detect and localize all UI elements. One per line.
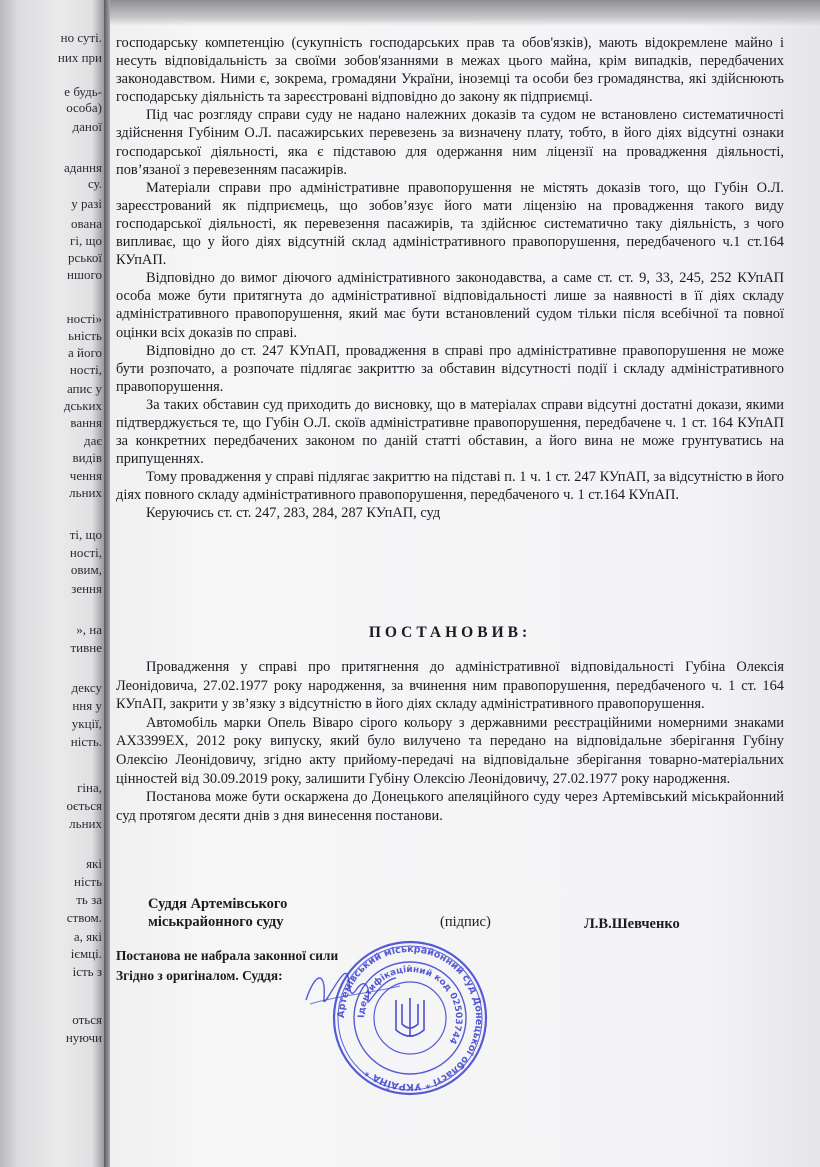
previous-page-line: льних — [69, 485, 102, 500]
previous-page-line: ість з — [72, 964, 102, 979]
previous-page-line: даної — [72, 119, 102, 134]
previous-page-line: а, які — [73, 929, 102, 944]
previous-page-line: ння у — [72, 698, 102, 713]
previous-page-line: ності, — [69, 545, 102, 560]
previous-page-line: які — [86, 856, 102, 871]
ruling-paragraph-3: Постанова може бути оскаржена до Донецького апеляційного суду через Артемівський міськрайонний суд протягом десяти днів з дня винесення постанови. — [116, 789, 784, 824]
previous-page-edge — [0, 0, 108, 1167]
previous-page-line: ть за — [76, 892, 102, 907]
previous-page-line: ність. — [70, 734, 102, 749]
previous-page-line: тивне — [70, 640, 102, 655]
body-paragraph-3: Матеріали справи про адміністративне правопорушення не містять доказів того, що Губін О.Л. зареєстрований як підприємець, що зобов’язує його мати ліцензію на провадження такого виду господарської діяльності, як перевезення пасажирів, та здійснює систематично таку діяльність, з чого випливає, що у його діях відсутній склад адміністративного правопорушення, передбаченого ч.1 ст.164 КУпАП. — [116, 179, 784, 269]
body-paragraph-8: Керуючись ст. ст. 247, 283, 284, 287 КУпАП, суд — [146, 505, 441, 522]
previous-page-line: но суті. — [60, 30, 102, 45]
previous-page-line: ншого — [67, 267, 102, 282]
judge-title-line2: міськрайонного суду — [148, 914, 284, 930]
previous-page-line: іємці. — [70, 946, 102, 961]
previous-page-line: а його — [68, 345, 102, 360]
body-paragraph-7: Тому провадження у справі підлягає закриттю на підставі п. 1 ч. 1 ст. 247 КУпАП, за відсутністю в його діях повного складу адміністративного правопорушення, передбаченого ч. 1 ст.164 КУпАП. — [116, 469, 784, 504]
page-fold-shadow — [104, 0, 110, 1167]
previous-page-line: адання — [63, 160, 102, 175]
previous-page-line: льних — [69, 816, 102, 831]
previous-page-line: ності» — [66, 311, 102, 326]
stamp-outer-text: Артемівський міськрайонний суд Донецької області * УКРАЇНА * — [335, 943, 485, 1093]
previous-page-line: гіна, — [77, 780, 102, 795]
previous-page-line: них при — [57, 50, 102, 65]
previous-page-line: чення — [69, 468, 102, 483]
previous-page-line: ством. — [66, 910, 102, 925]
body-paragraph-6: За таких обставин суд приходить до висновку, що в матеріалах справи відсутні достатні докази, якими підтверджується те, що Губін О.Л. скоїв адміністративне правопорушення, передбачене ч. 1 ст. 164 КУпАП за конкретних передбачених законом по даній статті обставин, а його вина не може грунтуватись на припущеннях. — [116, 396, 784, 468]
trident-emblem-icon — [396, 998, 424, 1036]
previous-page-line: укції, — [71, 716, 102, 731]
stamp-inner-text: Ідентифікаційний код 02503744 — [356, 964, 464, 1046]
body-paragraph-5: Відповідно до ст. 247 КУпАП, провадження в справі про адміністративне правопорушення не може бути розпочато, а розпочате підлягає закриттю за обставин відсутності події і складу адміністративного правопорушення. — [116, 342, 784, 395]
previous-page-line: ності, — [69, 362, 102, 377]
previous-page-line: нуючи — [65, 1030, 102, 1045]
judge-name: Л.В.Шевченко — [584, 916, 680, 932]
ruling-heading: ПОСТАНОВИВ: — [368, 624, 532, 641]
previous-page-line: гі, що — [70, 233, 102, 248]
previous-page-line: дексу — [71, 680, 102, 695]
previous-page-line: видів — [72, 450, 102, 465]
ruling-paragraph-2: Автомобіль марки Опель Віваро сірого кольору з державними реєстраційними номерними знаками АХ3399ЕХ, 2012 року випуску, який було вилучено та передано на відповідальне зберігання Губіну Олексію Леонідовичу, згідно акту прийому-передачі на відповідальне зберігання товарно-матеріальних цінностей від 30.09.2019 року, залишити Губіну Олексію Леонідовичу, 27.02.1977 року народження. — [116, 714, 784, 787]
previous-page-line: овим, — [70, 562, 102, 577]
court-seal-stamp — [330, 938, 490, 1098]
body-paragraph-1: господарську компетенцію (сукупність господарських прав та обов'язків), мають відокремлене майно і несуть відповідальність за своїми зобов'язаннями в межах цього майна, крім випадків, передбачених законодавством. Ними є, зокрема, громадяни України, іноземці та особи без громадянства, які здійснюють господарську діяльність та зареєстровані відповідно до закону як підприємці. — [116, 35, 784, 106]
previous-page-line: особа) — [66, 100, 102, 115]
previous-page-line: дає — [84, 433, 102, 448]
previous-page-line: оється — [66, 798, 102, 813]
previous-page-line: », на — [76, 622, 102, 637]
body-paragraph-4: Відповідно до вимог діючого адміністративного законодавства, а саме ст. ст. 9, 33, 245, 252 КУпАП особа може бути притягнута до адміністративної відповідальності лише за наявності в її діях складу адміністративного правопорушення, який має бути встановлений судом тільки після всебічної та повної оцінки всіх доказів по справі. — [116, 270, 784, 341]
previous-page-line: ті, що — [69, 527, 102, 542]
previous-page-line: ність — [74, 874, 102, 889]
previous-page-line: су. — [87, 176, 102, 191]
body-paragraph-2: Під час розгляду справи суду не надано належних доказів та судом не встановлено систематичності здійснення Губіним О.Л. пасажирських перевезень за визначену плату, тобто, в його діях відсутні ознаки господарської діяльності, яка є підставою для одержання ним ліцензії на провадження діяльності, пов’язаної з перевезенням пасажирів. — [116, 107, 784, 178]
ruling-body — [116, 658, 784, 825]
not-in-force-note: Постанова не набрала законної сили — [116, 948, 339, 963]
scan-top-shadow — [110, 0, 820, 26]
previous-page-line: зення — [71, 581, 102, 596]
previous-page-line: рської — [68, 250, 102, 265]
previous-page-line: ьність — [68, 328, 102, 343]
previous-page-line: ована — [71, 216, 102, 231]
previous-page-line: апис у — [66, 381, 102, 396]
decision-body — [116, 34, 784, 523]
previous-page-line: оться — [72, 1012, 102, 1027]
judge-title-line1: Суддя Артемівського — [148, 896, 288, 912]
previous-page-line: у разі — [71, 196, 102, 211]
ruling-paragraph-1: Провадження у справі про притягнення до адміністративної відповідальності Губіна Олексія Леонідовича, 27.02.1977 року народження, за вчинення ним правопорушення, передбаченого ч. 1 ст. 164 КУпАП, закрити у зв’язку з відсутністю в його діях складу адміністративного правопорушення. — [116, 659, 784, 713]
previous-page-line: дських — [63, 398, 102, 413]
signed-marker: (підпис) — [440, 914, 491, 930]
previous-page-line: вання — [70, 415, 102, 430]
previous-page-line: е будь- — [64, 84, 102, 99]
certified-copy-note: Згідно з оригіналом. Суддя: — [116, 968, 283, 983]
